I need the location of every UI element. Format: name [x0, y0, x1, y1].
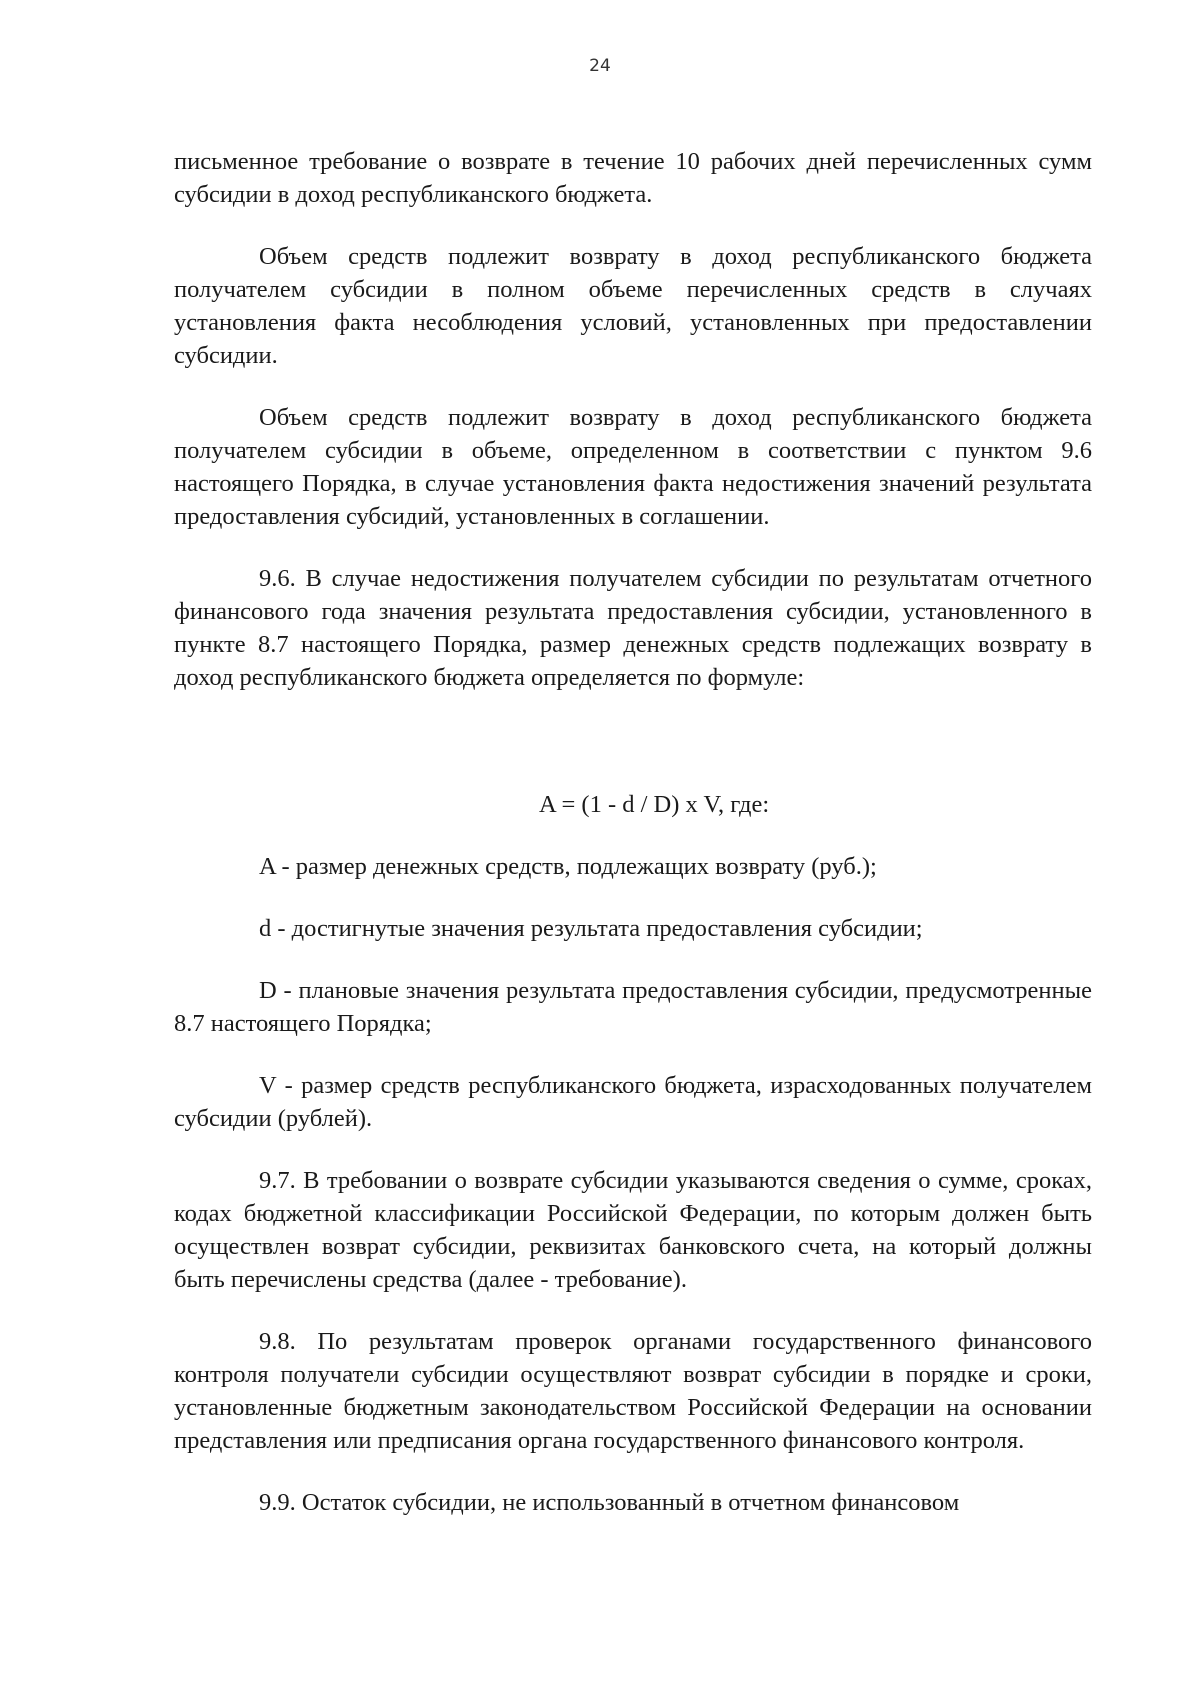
definition-d-lower: d - достигнутые значения результата предоставления субсидии;	[259, 915, 923, 942]
definition-d-upper: D - плановые значения результата предоставления субсидии, предусмотренные 8.7 настоящего Порядка;	[174, 977, 1092, 1037]
page-number: 24	[589, 56, 611, 76]
paragraph-continuation: письменное требование о возврате в течение 10 рабочих дней перечисленных сумм субсидии в доход республиканского бюджета.	[174, 148, 1092, 208]
paragraph-partial-refund: Объем средств подлежит возврату в доход республиканского бюджета получателем субсидии в объеме, определенном в соответствии с пунктом 9.6 настоящего Порядка, в случае установления факта недостижения значений результата предоставления субсидий, установленных в соглашении.	[174, 404, 1092, 530]
paragraph-9-7: 9.7. В требовании о возврате субсидии указываются сведения о сумме, сроках, кодах бюджетной классификации Российской Федерации, по которым должен быть осуществлен возврат субсидии, реквизитах банковского счета, на который должны быть перечислены средства (далее - требование).	[174, 1167, 1092, 1293]
document-body	[174, 145, 1092, 1548]
paragraph-full-refund: Объем средств подлежит возврату в доход республиканского бюджета получателем субсидии в полном объеме перечисленных средств в случаях установления факта несоблюдения условий, установленных при предоставлении субсидии.	[174, 243, 1092, 369]
refund-formula: A = (1 - d / D) x V, где:	[539, 791, 770, 818]
paragraph-9-6: 9.6. В случае недостижения получателем субсидии по результатам отчетного финансового года значения результата предоставления субсидии, установленного в пункте 8.7 настоящего Порядка, размер денежных средств подлежащих возврату в доход республиканского бюджета определяется по формуле:	[174, 565, 1092, 691]
paragraph-9-9: 9.9. Остаток субсидии, не использованный в отчетном финансовом	[259, 1489, 960, 1516]
definition-a: A - размер денежных средств, подлежащих возврату (руб.);	[259, 853, 877, 880]
definition-v: V - размер средств республиканского бюджета, израсходованных получателем субсидии (рублей).	[174, 1072, 1092, 1132]
formula-spacer	[174, 723, 1092, 788]
paragraph-9-8: 9.8. По результатам проверок органами государственного финансового контроля получатели субсидии осуществляют возврат субсидии в порядке и сроки, установленные бюджетным законодательством Российской Федерации на основании представления или предписания органа государственного финансового контроля.	[174, 1328, 1092, 1454]
